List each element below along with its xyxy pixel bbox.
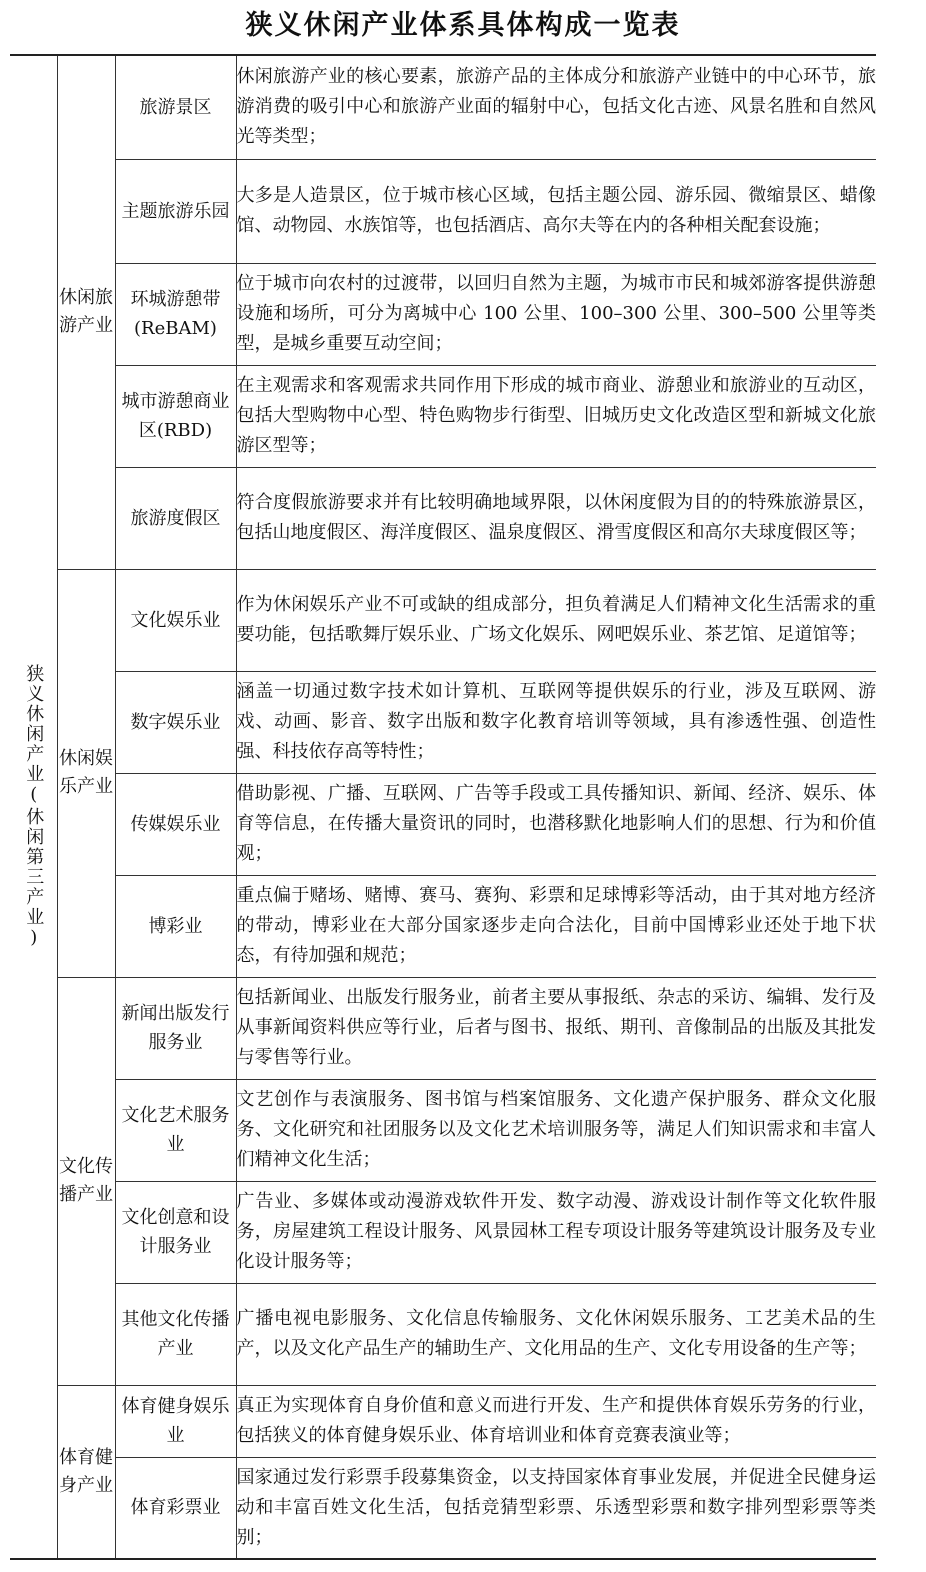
item-desc-cell [236, 977, 876, 1079]
item-desc: 包括新闻业、出版发行服务业，前者主要从事报纸、杂志的采访、编辑、发行及从事新闻资料供应等行业，后者与图书、报纸、期刊、音像制品的出版及其批发与零售等行业。 [236, 987, 876, 1068]
item-desc-cell [236, 671, 876, 773]
table-row [10, 159, 876, 263]
item-name: 其他文化传播产业 [121, 1309, 230, 1359]
item-name: 体育彩票业 [130, 1497, 221, 1519]
item-desc-cell [236, 569, 876, 671]
item-desc: 位于城市向农村的过渡带，以回归自然为主题，为城市市民和城郊游客提供游憩设施和场所，可分为离城中心 100 公里、100–300 公里、300–500 公里等类型，是城乡重要互动空间； [236, 273, 876, 354]
page-title: 狭义休闲产业体系具体构成一览表 [245, 10, 681, 41]
root-category-label: 狭义休闲产业(休闲第三产业) [23, 664, 45, 950]
item-name: 新闻出版发行服务业 [121, 1003, 230, 1053]
table-row [10, 773, 876, 875]
table-row [10, 875, 876, 977]
item-name-cell [115, 55, 236, 159]
item-name-cell [115, 1385, 236, 1457]
item-name-cell [115, 977, 236, 1079]
group-label: 休闲娱乐产业 [59, 748, 113, 797]
group-label: 休闲旅游产业 [59, 287, 113, 337]
item-desc-cell [236, 1385, 876, 1457]
item-desc: 涵盖一切通过数字技术如计算机、互联网等提供娱乐的行业，涉及互联网、游戏、动画、影音、数字出版和数字化教育培训等领域，具有渗透性强、创造性强、科技依存高等特性； [236, 681, 876, 762]
table-row [10, 1457, 876, 1559]
item-desc: 广播电视电影服务、文化信息传输服务、文化休闲娱乐服务、工艺美术品的生产，以及文化产品生产的辅助生产、文化用品的生产、文化专用设备的生产等； [236, 1308, 876, 1359]
group-cell [57, 1385, 115, 1559]
table-row [10, 1079, 876, 1181]
item-name: 体育健身娱乐业 [121, 1396, 230, 1446]
item-desc-cell [236, 159, 876, 263]
item-name: 数字娱乐业 [130, 711, 221, 733]
item-name-cell [115, 569, 236, 671]
table-row [10, 467, 876, 569]
group-label: 体育健身产业 [59, 1446, 113, 1496]
item-name-cell [115, 875, 236, 977]
item-name-cell [115, 1457, 236, 1559]
item-desc: 广告业、多媒体或动漫游戏软件开发、数字动漫、游戏设计制作等文化软件服务，房屋建筑工程设计服务、风景园林工程专项设计服务等建筑设计服务及专业化设计服务等； [236, 1191, 876, 1272]
item-name: 文化娱乐业 [130, 609, 221, 631]
item-name: 主题旅游乐园 [121, 200, 230, 222]
item-name: 博彩业 [148, 915, 203, 937]
table-row [10, 365, 876, 467]
item-name: 文化创意和设计服务业 [121, 1207, 230, 1257]
industry-table [10, 54, 876, 1560]
item-desc-cell [236, 1181, 876, 1283]
group-cell [57, 569, 115, 977]
item-desc-cell [236, 773, 876, 875]
table-row [10, 55, 876, 159]
group-cell [57, 977, 115, 1385]
item-desc: 借助影视、广播、互联网、广告等手段或工具传播知识、新闻、经济、娱乐、体育等信息，在传播大量资讯的同时，也潜移默化地影响人们的思想、行为和价值观； [236, 783, 876, 864]
item-desc: 重点偏于赌场、赌博、赛马、赛狗、彩票和足球博彩等活动，由于其对地方经济的带动，博彩业在大部分国家逐步走向合法化，目前中国博彩业还处于地下状态，有待加强和规范； [236, 885, 876, 966]
table-row [10, 977, 876, 1079]
item-desc-cell [236, 365, 876, 467]
item-desc: 大多是人造景区，位于城市核心区域，包括主题公园、游乐园、微缩景区、蜡像馆、动物园、水族馆等，也包括酒店、高尔夫等在内的各种相关配套设施； [236, 185, 876, 236]
item-desc: 作为休闲娱乐产业不可或缺的组成部分，担负着满足人们精神文化生活需求的重要功能，包括歌舞厅娱乐业、广场文化娱乐、网吧娱乐业、茶艺馆、足道馆等； [236, 594, 876, 645]
item-name-cell [115, 467, 236, 569]
table-row [10, 1181, 876, 1283]
item-name: 传媒娱乐业 [130, 813, 221, 835]
item-name: 旅游景区 [139, 96, 212, 118]
group-cell [57, 55, 115, 569]
item-desc-cell [236, 1457, 876, 1559]
item-name: 文化艺术服务业 [121, 1105, 230, 1155]
item-desc: 在主观需求和客观需求共同作用下形成的城市商业、游憩业和旅游业的互动区，包括大型购物中心型、特色购物步行街型、旧城历史文化改造区型和新城文化旅游区型等； [236, 375, 876, 456]
item-name: 城市游憩商业区(RBD) [121, 391, 230, 441]
item-desc: 符合度假旅游要求并有比较明确地域界限，以休闲度假为目的的特殊旅游景区，包括山地度假区、海洋度假区、温泉度假区、滑雪度假区和高尔夫球度假区等； [236, 492, 876, 543]
item-desc: 休闲旅游产业的核心要素，旅游产品的主体成分和旅游产业链中的中心环节，旅游消费的吸引中心和旅游产业面的辐射中心，包括文化古迹、风景名胜和自然风光等类型； [236, 66, 876, 148]
item-desc-cell [236, 467, 876, 569]
item-name: 环城游憩带(ReBAM) [130, 289, 221, 339]
item-name-cell [115, 1283, 236, 1385]
item-name-cell [115, 1181, 236, 1283]
item-desc-cell [236, 1283, 876, 1385]
item-name-cell [115, 671, 236, 773]
item-name-cell [115, 1079, 236, 1181]
item-name-cell [115, 263, 236, 365]
root-category-cell [10, 55, 57, 1559]
table-row [10, 1283, 876, 1385]
item-desc-cell [236, 1079, 876, 1181]
item-desc: 真正为实现体育自身价值和意义而进行开发、生产和提供体育娱乐劳务的行业，包括狭义的体育健身娱乐业、体育培训业和体育竞赛表演业等； [236, 1395, 876, 1446]
item-desc-cell [236, 263, 876, 365]
item-desc-cell [236, 55, 876, 159]
item-name-cell [115, 159, 236, 263]
item-name-cell [115, 365, 236, 467]
table-row [10, 569, 876, 671]
item-name-cell [115, 773, 236, 875]
table-row [10, 263, 876, 365]
item-desc-cell [236, 875, 876, 977]
item-desc: 文艺创作与表演服务、图书馆与档案馆服务、文化遗产保护服务、群众文化服务、文化研究和社团服务以及文化艺术培训服务等，满足人们知识需求和丰富人们精神文化生活； [236, 1089, 876, 1170]
item-name: 旅游度假区 [130, 507, 221, 529]
table-row [10, 1385, 876, 1457]
item-desc: 国家通过发行彩票手段募集资金，以支持国家体育事业发展，并促进全民健身运动和丰富百姓文化生活，包括竞猜型彩票、乐透型彩票和数字排列型彩票等类别； [236, 1466, 876, 1548]
group-label: 文化传播产业 [59, 1156, 113, 1205]
table-row [10, 671, 876, 773]
